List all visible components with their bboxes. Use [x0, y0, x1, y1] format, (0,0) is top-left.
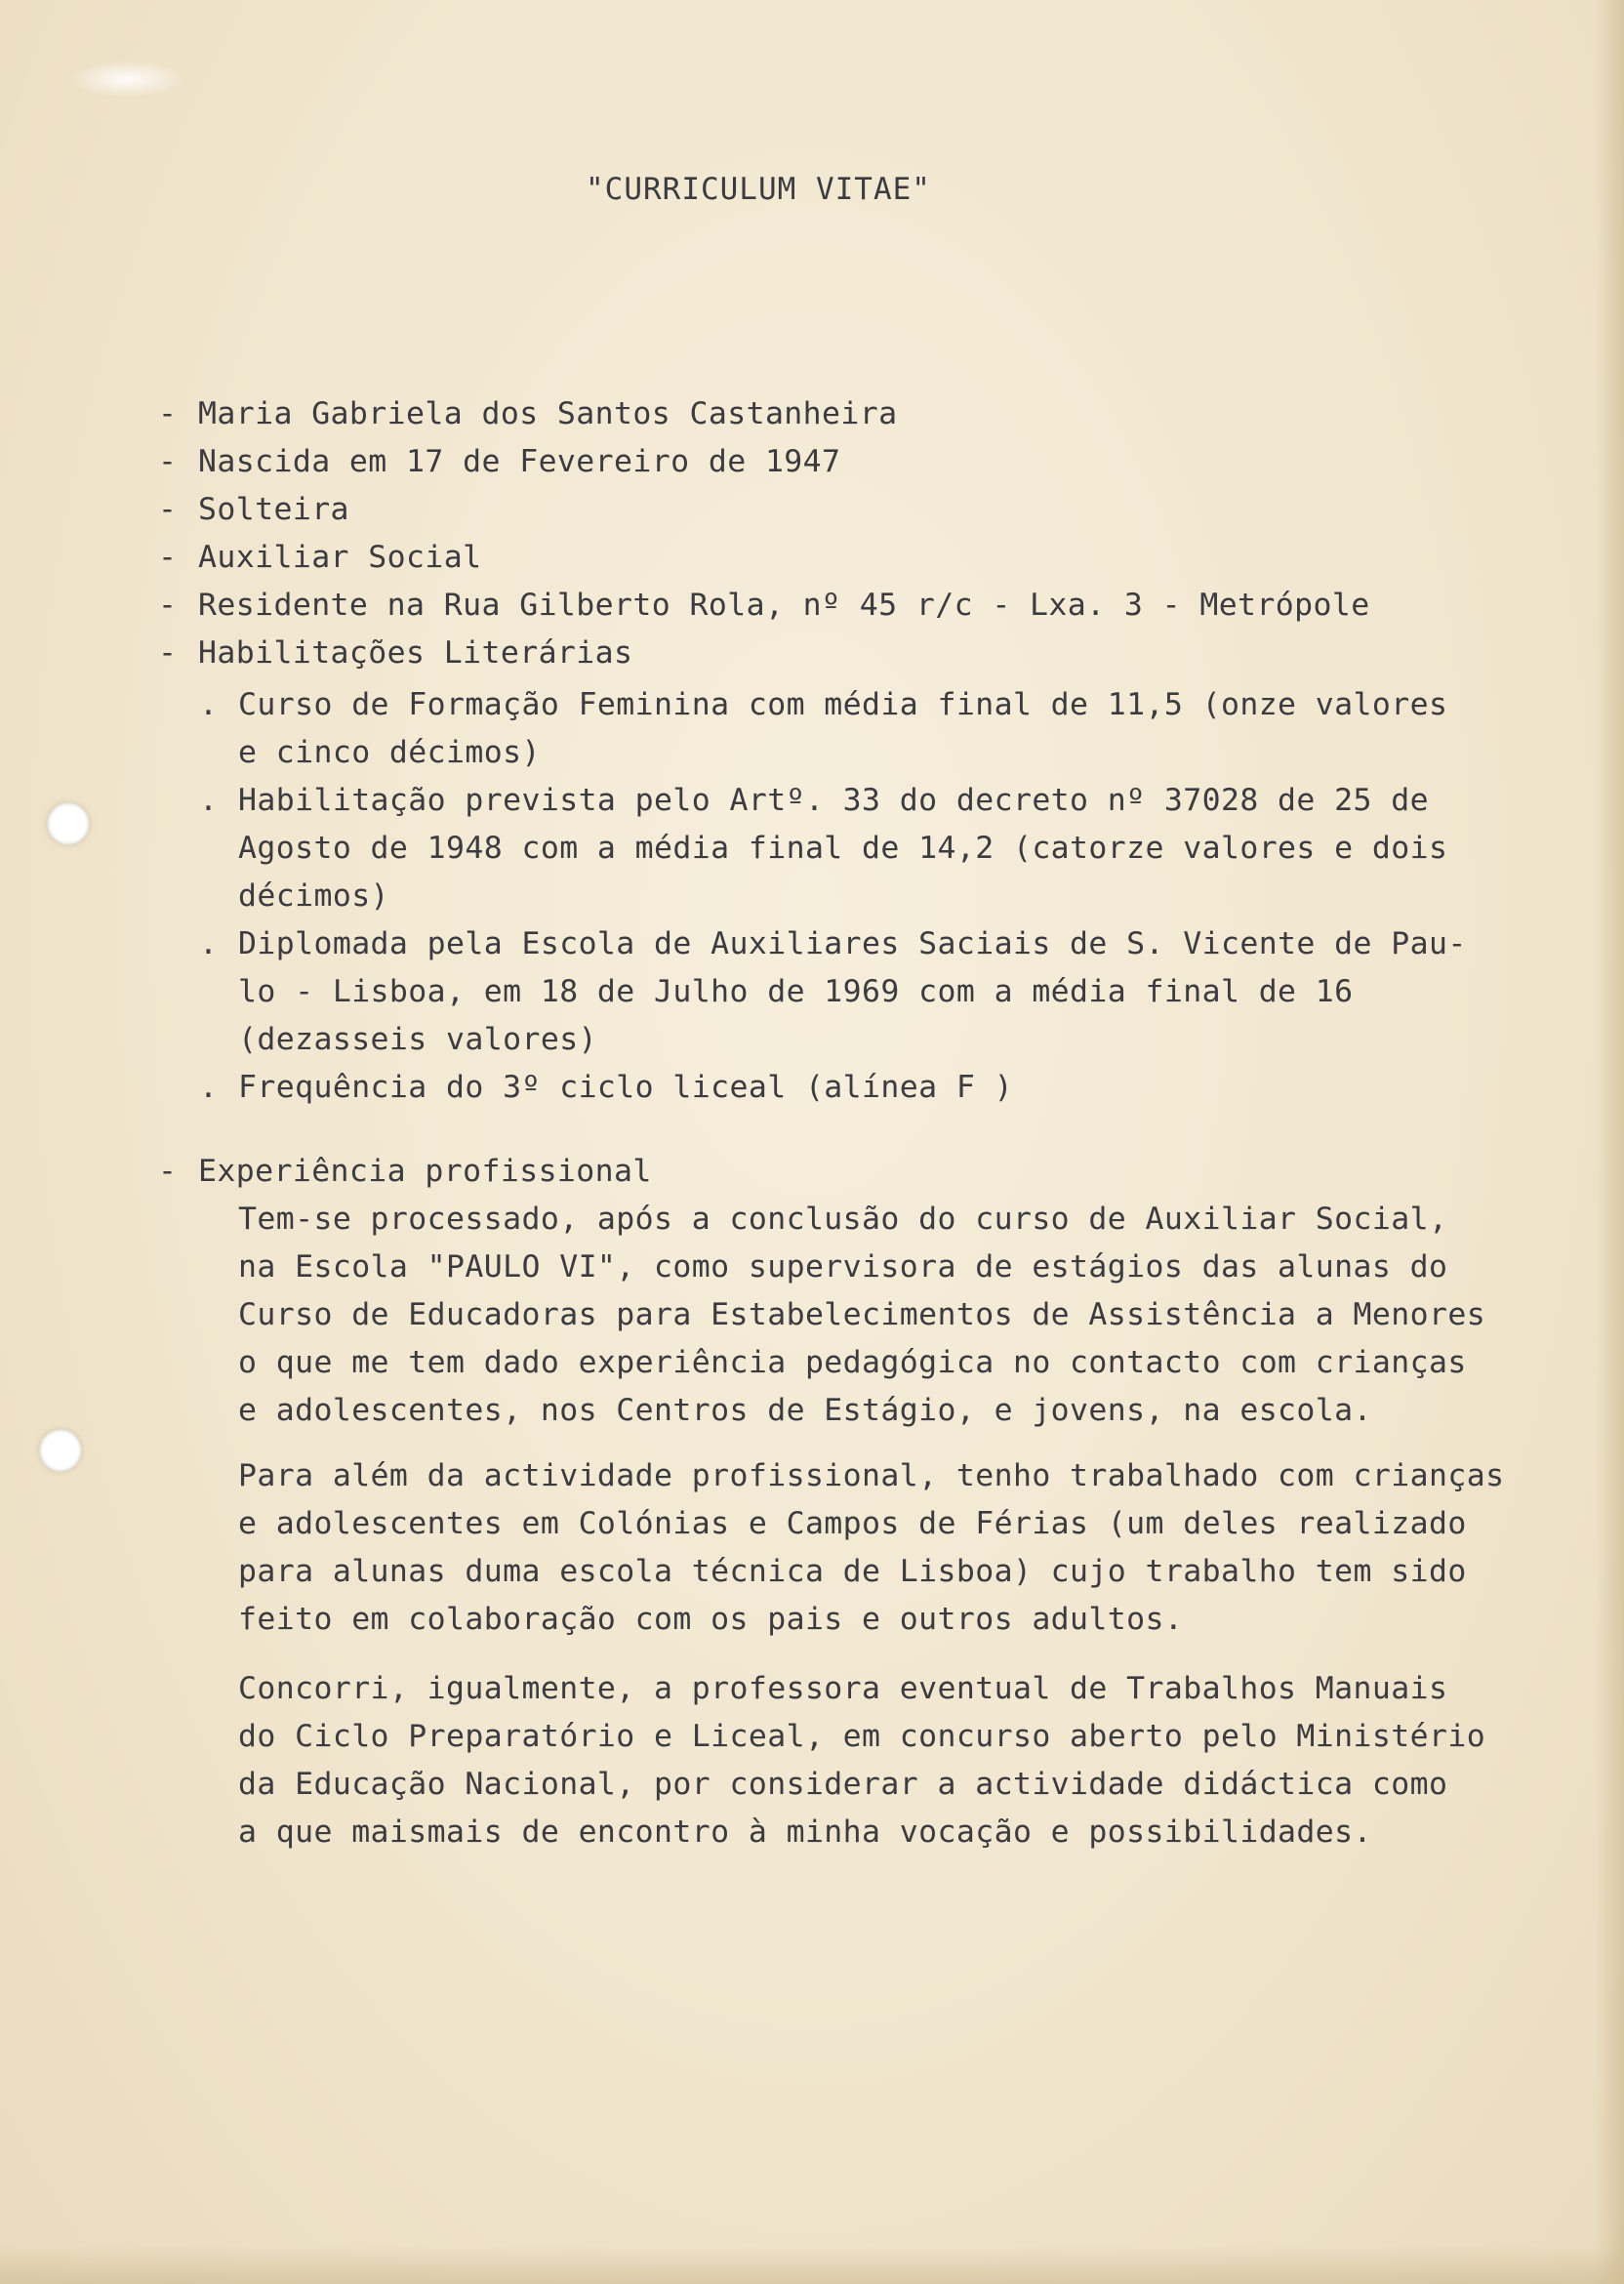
paragraph-line: Curso de Educadoras para Estabelecimentos de Assistência a Menores	[238, 1297, 1486, 1332]
list-dash: -	[158, 635, 178, 671]
qualification-line: e cinco décimos)	[238, 735, 541, 770]
qualification-line: Habilitação prevista pelo Artº. 33 do decreto nº 37028 de 25 de	[238, 783, 1429, 818]
qualification-line: Agosto de 1948 com a média final de 14,2 (catorze valores e dois	[238, 831, 1448, 866]
paragraph-line: Concorri, igualmente, a professora eventual de Trabalhos Manuais	[238, 1671, 1448, 1706]
list-bullet: .	[199, 1070, 219, 1105]
birth-date: Nascida em 17 de Fevereiro de 1947	[198, 444, 841, 479]
marital-status: Solteira	[198, 492, 349, 527]
list-dash: -	[158, 396, 178, 431]
section-heading-experiencia: Experiência profissional	[198, 1154, 652, 1189]
list-bullet: .	[199, 687, 219, 722]
paragraph-line: para alunas duma escola técnica de Lisboa) cujo trabalho tem sido	[238, 1554, 1467, 1589]
paragraph-line: feito em colaboração com os pais e outros adultos.	[238, 1602, 1184, 1637]
paragraph-line: da Educação Nacional, por considerar a actividade didáctica como	[238, 1767, 1448, 1802]
paragraph-line: do Ciclo Preparatório e Liceal, em concurso aberto pelo Ministério	[238, 1719, 1486, 1754]
qualification-line: Frequência do 3º ciclo liceal (alínea F )	[238, 1070, 1013, 1105]
list-bullet: .	[199, 926, 219, 961]
full-name: Maria Gabriela dos Santos Castanheira	[198, 396, 898, 431]
qualification-line: (dezasseis valores)	[238, 1022, 597, 1057]
list-bullet: .	[199, 783, 219, 818]
paragraph-line: e adolescentes, nos Centros de Estágio, e jovens, na escola.	[238, 1393, 1372, 1428]
qualification-line: Diplomada pela Escola de Auxiliares Saciais de S. Vicente de Pau-	[238, 926, 1467, 961]
list-dash: -	[158, 1154, 178, 1189]
punch-hole	[39, 1429, 82, 1472]
paper-edge-shadow	[0, 2245, 1624, 2284]
paragraph-line: a que maismais de encontro à minha vocação e possibilidades.	[238, 1815, 1372, 1850]
punch-hole	[47, 802, 90, 845]
list-dash: -	[158, 540, 178, 575]
address: Residente na Rua Gilberto Rola, nº 45 r/c - Lxa. 3 - Metrópole	[198, 588, 1370, 623]
qualification-line: Curso de Formação Feminina com média final de 11,5 (onze valores	[238, 687, 1448, 722]
section-heading-habilitacoes: Habilitações Literárias	[198, 635, 633, 671]
list-dash: -	[158, 588, 178, 623]
profession: Auxiliar Social	[198, 540, 482, 575]
qualification-line: décimos)	[238, 878, 389, 914]
paragraph-line: o que me tem dado experiência pedagógica no contacto com crianças	[238, 1345, 1467, 1380]
paragraph-line: na Escola "PAULO VI", como supervisora de estágios das alunas do	[238, 1249, 1448, 1285]
list-dash: -	[158, 492, 178, 527]
qualification-line: lo - Lisboa, em 18 de Julho de 1969 com a média final de 16	[238, 974, 1354, 1009]
document-title: "CURRICULUM VITAE"	[586, 172, 931, 207]
list-dash: -	[158, 444, 178, 479]
paragraph-line: e adolescentes em Colónias e Campos de Férias (um deles realizado	[238, 1506, 1467, 1541]
paragraph-line: Para além da actividade profissional, tenho trabalhado com crianças	[238, 1458, 1505, 1493]
paper-edge-shadow	[1595, 0, 1624, 2284]
paper-tear-mark	[68, 61, 185, 98]
paragraph-line: Tem-se processado, após a conclusão do curso de Auxiliar Social,	[238, 1202, 1448, 1237]
